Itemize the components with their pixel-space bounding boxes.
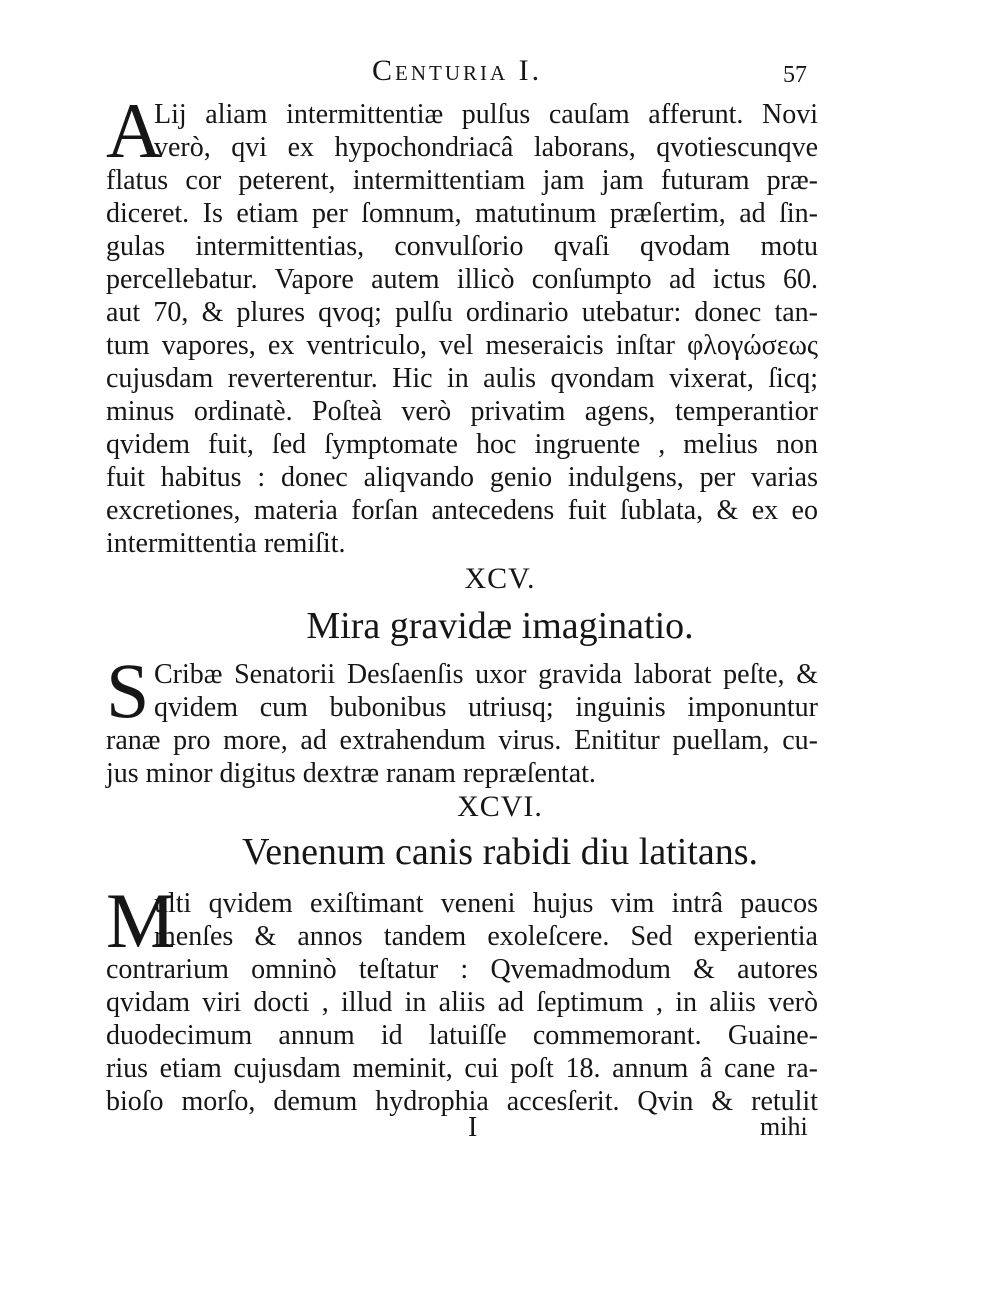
- signature-mark: I: [468, 1112, 478, 1143]
- text-line: bioſo morſo, demum hydrophia accesſerit. Qvin & retulit: [106, 1086, 818, 1117]
- text-line: jus minor digitus dextræ ranam repræſentat.: [106, 758, 596, 789]
- text-line: rius etiam cujusdam meminit, cui poſt 18. annum â cane ra-: [106, 1053, 818, 1084]
- text-line: tum vapores, ex ventriculo, vel meseraicis inſtar φλογώσεως: [106, 330, 818, 361]
- text-line: Lij aliam intermittentiæ pulſus cauſam afferunt. Novi: [154, 99, 818, 130]
- text-line: gulas intermittentias, convulſorio qvaſi qvodam motu: [106, 231, 818, 262]
- section-title-xcvi: Venenum canis rabidi diu latitans.: [241, 831, 759, 873]
- section-title-xcv: Mira gravidæ imaginatio.: [306, 605, 694, 647]
- running-title: Centuria I.: [372, 54, 543, 87]
- text-line: aut 70, & plures qvoq; pulſu ordinario utebatur: donec tan-: [106, 297, 818, 328]
- dropcap-m: M: [106, 877, 176, 964]
- text-line: ulti qvidem exiſtimant veneni hujus vim intrâ paucos: [154, 888, 818, 919]
- text-line: contrarium omninò teſtatur : Qvemadmodum & autores: [106, 954, 818, 985]
- text-line: qvidam viri docti , illud in aliis ad ſeptimum , in aliis verò: [106, 987, 818, 1018]
- text-line: excretiones, materia forſan antecedens fuit ſublata, & ex eo: [106, 495, 818, 526]
- text-line: cujusdam reverterentur. Hic in aulis qvondam vixerat, ſicq;: [106, 363, 818, 394]
- paragraph-pregnant-imagination: [106, 658, 818, 790]
- text-line: qvidem cum bubonibus utriusq; inguinis imponuntur: [154, 692, 818, 723]
- page-number: 57: [783, 62, 807, 88]
- section-number-xcv: XCV.: [464, 562, 536, 595]
- page-footer: [0, 1112, 1000, 1148]
- text-line: percellebatur. Vapore autem illicò conſumpto ad ictus 60.: [106, 264, 818, 295]
- catchword: mihi: [760, 1112, 808, 1141]
- text-line: ranæ pro more, ad extrahendum virus. Enititur puellam, cu-: [106, 725, 818, 756]
- text-line: duodecimum annum id latuiſſe commemorant. Guaine-: [106, 1020, 818, 1051]
- text-line: intermittentia remiſit.: [106, 528, 346, 559]
- paragraph-intermittent-pulse: [106, 98, 818, 560]
- text-line: flatus cor peterent, intermittentiam jam jam futuram præ-: [106, 165, 818, 196]
- text-line: fuit habitus : donec aliqvando genio indulgens, per varias: [106, 462, 818, 493]
- dropcap-s: S: [106, 647, 150, 734]
- section-number-xcvi: XCVI.: [457, 790, 543, 823]
- text-line: diceret. Is etiam per ſomnum, matutinum præſertim, ad ſin-: [106, 198, 818, 229]
- text-line: qvidem fuit, ſed ſymptomate hoc ingruente , melius non: [106, 429, 818, 460]
- text-line: menſes & annos tandem exoleſcere. Sed experientia: [154, 921, 818, 952]
- dropcap-a: A: [106, 87, 163, 174]
- text-line: minus ordinatè. Poſteà verò privatim agens, temperantior: [106, 396, 818, 427]
- text-line: Cribæ Senatorii Desſaenſis uxor gravida laborat peſte, &: [154, 659, 818, 690]
- text-line: verò, qvi ex hypochondriacâ laborans, qvotiescunqve: [154, 132, 818, 163]
- paragraph-rabid-dog-venom: [106, 887, 818, 1118]
